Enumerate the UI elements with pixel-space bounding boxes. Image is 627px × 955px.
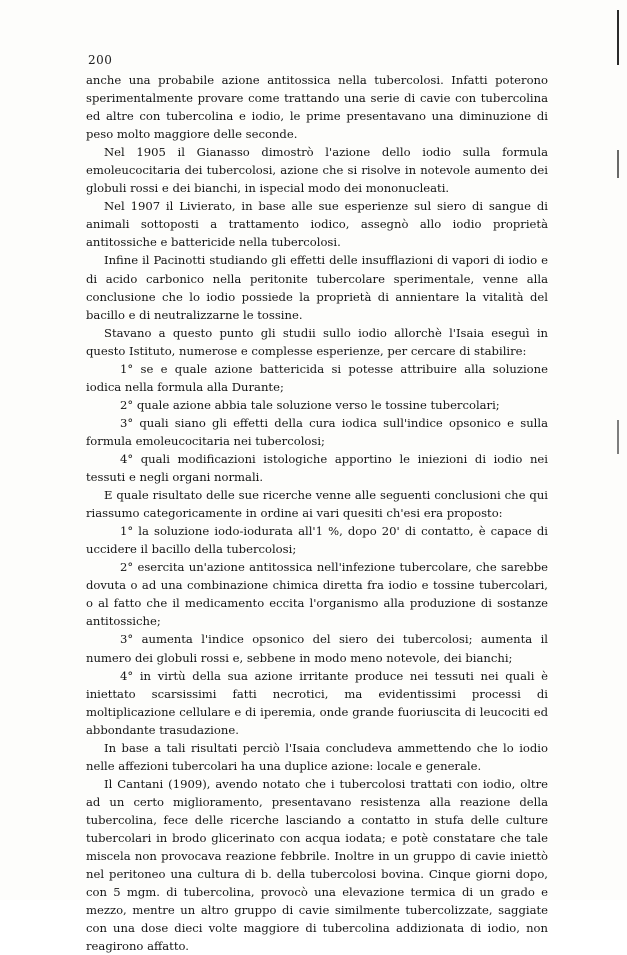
paragraph: Infine il Pacinotti studiando gli effetti delle insufflazioni di vapori di iodio e di acido carbonico nella peritonite tubercolare sperimentale, venne alla conclusione che lo iodio possiede la proprietà di annientare la vitalità del bacillo e di neutralizzarne le tossine. xyxy=(86,253,548,322)
list-item: 2° esercita un'azione antitossica nell'infezione tubercolare, che sarebbe dovuta o ad una combinazione chimica diretta fra iodio e tossine tubercolari, o al fatto che il medicamento eccita l'organismo alla produzione di sostanze antitossiche; xyxy=(86,560,548,629)
paragraph: Nel 1907 il Livierato, in base alle sue esperienze sul siero di sangue di animali sottoposti a trattamento iodico, assegnò allo iodio proprietà antitossiche e battericide nella tubercolosi. xyxy=(86,199,548,250)
list-item: 1° la soluzione iodo-iodurata all'1 %, dopo 20' di contatto, è capace di uccidere il bacillo della tubercolosi; xyxy=(86,524,548,557)
list-item: 4° quali modificazioni istologiche apportino le iniezioni di iodio nei tessuti e negli organi normali. xyxy=(86,451,548,485)
list-item: 4° in virtù della sua azione irritante produce nei tessuti nei quali è iniettato scarsissimi fatti necrotici, ma evidentissimi processi di moltiplicazione cellulare e di iperemia, onde grande fuoriuscita di leucociti ed abbondante trasudazione. xyxy=(86,668,548,737)
paragraph: Il Cantani (1909), avendo notato che i tubercolosi trattati con iodio, oltre ad un certo miglioramento, presentavano resistenza alla reazione della tubercolina, fece delle ricerche lasciando a contatto in stufa delle culture tubercolari in brodo glicerinato con acqua iodata; e potè constatare che tale miscela non provocava reazione febbrile. Inoltre in un gruppo di cavie iniettò nel peritoneo una cultura di b. della tubercolosi bovina. Cinque giorni dopo, con 5 mgm. di tubercolina, provocò una elevazione termica di un grado e mezzo, mentre un altro gruppo di cavie similmente tubercolizzate, saggiate con una dose dieci volte maggiore di tubercolina addizionata di iodio, non reagirono affatto. xyxy=(86,776,548,954)
page-number: 200 xyxy=(88,53,113,67)
body-text xyxy=(86,71,548,955)
paragraph: Nel 1905 il Gianasso dimostrò l'azione dello iodio sulla formula emoleucocitaria dei tubercolosi, azione che si risolve in notevole aumento dei globuli rossi e dei bianchi, in ispecial modo dei mononucleati. xyxy=(86,145,548,196)
page-edge-mark xyxy=(617,150,619,178)
list-item: 3° quali siano gli effetti della cura iodica sull'indice opsonico e sulla formula emoleucocitaria nei tubercolosi; xyxy=(86,415,548,448)
list-item: 3° aumenta l'indice opsonico del siero dei tubercolosi; aumenta il numero dei globuli rossi e, sebbene in modo meno notevole, dei bianchi; xyxy=(86,632,548,665)
paragraph: anche una probabile azione antitossica nella tubercolosi. Infatti poterono sperimentalmente provare come trattando una serie di cavie con tubercolina ed altre con tubercolina e iodio, le prime presentavano una diminuzione di peso molto maggiore delle seconde. xyxy=(86,73,548,142)
list-item: 2° quale azione abbia tale soluzione verso le tossine tubercolari; xyxy=(120,397,500,412)
paragraph: Stavano a questo punto gli studii sullo iodio allorchè l'Isaia eseguì in questo Istituto, numerose e complesse esperienze, per cercare di stabilire: xyxy=(86,325,548,358)
page-edge-mark xyxy=(617,10,619,65)
list-item: 1° se e quale azione battericida si potesse attribuire alla soluzione iodica nella formula alla Durante; xyxy=(86,361,548,394)
paragraph: In base a tali risultati perciò l'Isaia concludeva ammettendo che lo iodio nelle affezioni tubercolari ha una duplice azione: locale e generale. xyxy=(86,740,548,773)
page-edge-mark xyxy=(617,420,619,454)
paragraph: E quale risultato delle sue ricerche venne alle seguenti conclusioni che qui riassumo categoricamente in ordine ai vari quesiti ch'esi era proposto: xyxy=(86,488,548,521)
